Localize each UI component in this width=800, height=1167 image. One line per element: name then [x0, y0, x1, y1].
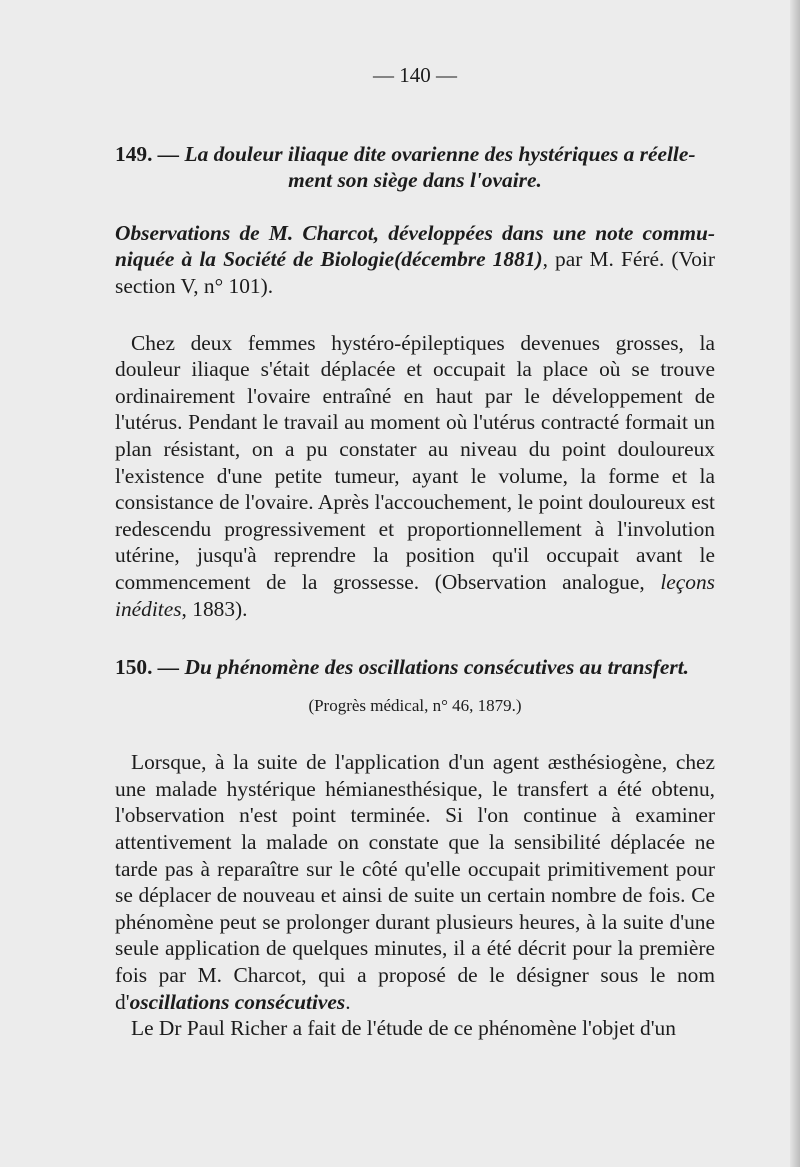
entry-150-number: 150. [115, 655, 153, 680]
entry-150-body-main: Lorsque, à la suite de l'application d'un agent æsthésiogène, chez une malade hystérique hémianesthésique, le transfert a été obtenu, l'observation n'est point terminée. Si l'on continue à examiner attentivement la malade on constate que la sensibilité déplacée ne tarde pas à reparaître sur le côté qu'elle occupait primitivement pour se déplacer de nouveau et ainsi de suite un certain nombre de fois. Ce phénomène peut se prolonger durant plusieurs heures, à la suite d'une seule application de quelques minutes, il a été décrit pour la première fois par M. Charcot, qui a proposé de le désigner sous le nom d' [115, 750, 715, 1014]
entry-149-title-line1: — La douleur iliaque dite ovarienne des hystériques a réelle- [157, 141, 696, 166]
entry-150-body-end: . [345, 989, 351, 1014]
entry-149-body-italic: leçons inédites [115, 569, 715, 621]
entry-149-title-line2: ment son siège dans l'ovaire. [288, 168, 542, 193]
entry-150-body-italic: oscillations consécutives [129, 989, 346, 1014]
entry-150-body [115, 749, 715, 1015]
page-edge-shadow [790, 0, 800, 1167]
entry-150-heading [115, 654, 715, 681]
entry-149-observation-date: (décembre 1881) [394, 247, 543, 272]
entry-149-heading [115, 141, 715, 194]
entry-149-observation [115, 220, 715, 300]
entry-150-last-line: Le Dr Paul Richer a fait de l'étude de ce phénomène l'objet d'un [131, 1016, 676, 1041]
entry-149-observation-title: Observations de M. Charcot, développées dans une note commu-niquée à la Société de Biologie [115, 220, 715, 272]
entry-149-body [115, 330, 715, 623]
entry-149-body-end: , 1883). [181, 596, 248, 621]
page-number: — 140 — [373, 63, 457, 87]
page-content [115, 62, 715, 1042]
entry-149-number: 149. [115, 141, 153, 166]
entry-149-observation-rest: , par M. Féré. (Voir section V, n° 101). [115, 247, 715, 298]
entry-149-body-main: Chez deux femmes hystéro-épileptiques devenues grosses, la douleur iliaque s'était déplacée et occupait la place où se trouve ordinairement l'ovaire entraîné en haut par le développement de l'utérus. Pendant le travail au moment où l'utérus contracté formait un plan résistant, on a pu constater au niveau du point douloureux l'existence d'une petite tumeur, ayant le volume, la forme et la consistance de l'ovaire. Après l'accouchement, le point douloureux est redescendu progressivement et proportionnellement à l'involution utérine, jusqu'à reprendre la position qu'il occupait avant le commencement de la grossesse. (Observation analogue, [115, 330, 715, 594]
entry-150-source: (Progrès médical, n° 46, 1879.) [308, 695, 522, 715]
entry-150-title: — Du phénomène des oscillations consécutives au transfert. [157, 655, 690, 680]
